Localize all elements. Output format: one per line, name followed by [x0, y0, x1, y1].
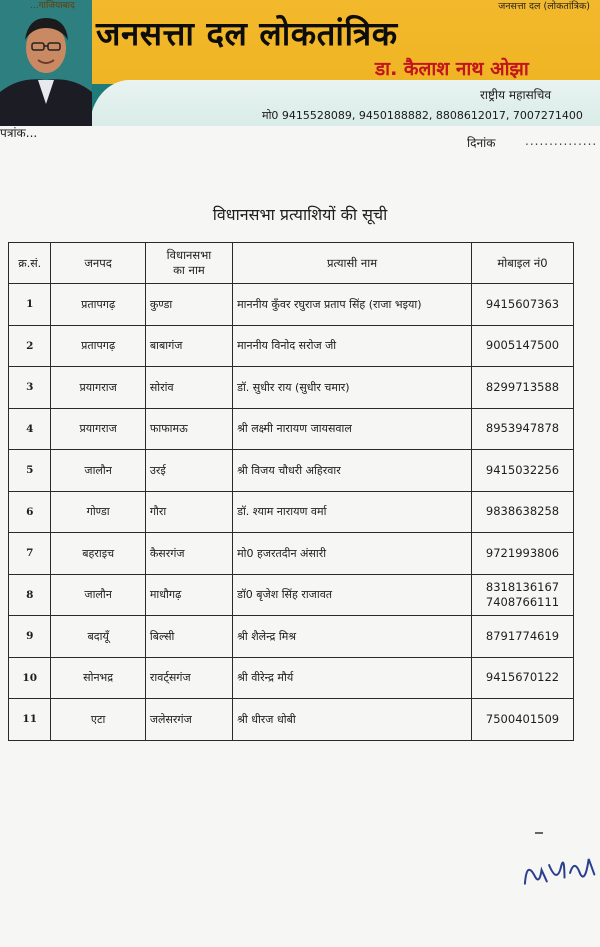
mobile-number: 9415607363: [485, 296, 560, 311]
cell-mobile: [472, 533, 574, 575]
cell-mobile: [472, 284, 574, 326]
cell-district: जालौन: [51, 450, 145, 492]
cell-serial: 9: [9, 616, 51, 658]
table-row: [9, 699, 574, 741]
table-row: [9, 491, 574, 533]
cell-district: सोनभद्र: [51, 657, 145, 699]
cell-serial: 2: [9, 325, 51, 367]
mobile-number: 8318136167: [485, 579, 560, 594]
cell-candidate: डॉ. सुधीर राय (सुधीर चमार): [233, 367, 472, 409]
header-constituency-line1: विधानसभा: [166, 248, 212, 262]
table-row: [9, 574, 574, 616]
mobile-number: 7500401509: [485, 711, 560, 726]
cell-candidate: श्री लक्ष्मी नारायण जायसवाल: [233, 408, 472, 450]
cell-district: प्रतापगढ़: [51, 325, 145, 367]
cell-candidate: मो0 हजरतदीन अंसारी: [233, 533, 472, 575]
mobile-number: 9721993806: [485, 545, 560, 560]
cell-constituency: बाबागंज: [145, 325, 232, 367]
cell-district: एटा: [51, 699, 145, 741]
date-label: दिनांक: [467, 136, 496, 150]
cell-mobile: [472, 616, 574, 658]
header-mobile: मोबाइल नं0: [472, 243, 574, 284]
mobile-number: 7408766111: [485, 594, 560, 609]
cell-constituency: रावर्ट्सगंज: [145, 657, 232, 699]
letterhead: [0, 0, 600, 126]
header-constituency: [145, 243, 232, 284]
table-body: [9, 284, 574, 741]
mobile-number: 8953947878: [485, 421, 560, 436]
cell-serial: 7: [9, 533, 51, 575]
header-district: जनपद: [51, 243, 145, 284]
cell-candidate: श्री शैलेन्द्र मिश्र: [233, 616, 472, 658]
cell-district: गोण्डा: [51, 491, 145, 533]
leader-designation: राष्ट्रीय महासचिव: [480, 88, 552, 102]
cell-mobile: [472, 699, 574, 741]
cell-serial: 5: [9, 450, 51, 492]
mobile-number: 8791774619: [485, 628, 560, 643]
handwritten-signature: [518, 846, 600, 900]
cell-constituency: माधौगढ़: [145, 574, 232, 616]
cell-serial: 3: [9, 367, 51, 409]
table-header-row: [9, 243, 574, 284]
mobile-number: 9415670122: [485, 670, 560, 685]
cell-district: प्रयागराज: [51, 408, 145, 450]
table-row: [9, 325, 574, 367]
table-row: [9, 408, 574, 450]
candidate-table: [8, 242, 574, 741]
header-constituency-line2: का नाम: [173, 263, 205, 277]
cell-district: प्रयागराज: [51, 367, 145, 409]
cell-serial: 1: [9, 284, 51, 326]
party-name: जनसत्ता दल लोकतांत्रिक: [96, 14, 398, 53]
letterhead-party-small: जनसत्ता दल (लोकतांत्रिक): [498, 1, 590, 12]
cell-serial: 8: [9, 574, 51, 616]
table-row: [9, 616, 574, 658]
cell-constituency: बिल्सी: [145, 616, 232, 658]
cell-constituency: कुण्डा: [145, 284, 232, 326]
cell-district: बहराइच: [51, 533, 145, 575]
leader-name: डा. कैलाश नाथ ओझा: [375, 58, 529, 80]
contact-phones: मो0 9415528089, 9450188882, 8808612017, 7007271400: [262, 109, 583, 122]
cell-serial: 6: [9, 491, 51, 533]
cell-constituency: गौरा: [145, 491, 232, 533]
cell-candidate: श्री धीरज धोबी: [233, 699, 472, 741]
cell-mobile: [472, 367, 574, 409]
date-blank: ...............: [525, 134, 598, 148]
cell-serial: 11: [9, 699, 51, 741]
cell-serial: 10: [9, 657, 51, 699]
cell-district: जालौन: [51, 574, 145, 616]
cell-mobile: [472, 574, 574, 616]
table-row: [9, 657, 574, 699]
cell-constituency: उरई: [145, 450, 232, 492]
table-row: [9, 284, 574, 326]
table-row: [9, 450, 574, 492]
cell-constituency: जलेसरगंज: [145, 699, 232, 741]
mobile-number: 9005147500: [485, 338, 560, 353]
table-row: [9, 367, 574, 409]
leader-portrait-image: [0, 0, 92, 126]
cell-mobile: [472, 491, 574, 533]
mobile-number: 8299713588: [485, 379, 560, 394]
header-candidate: प्रत्यासी नाम: [233, 243, 472, 284]
reference-number-label: पत्रांक...: [0, 126, 38, 140]
cell-candidate: श्री विजय चौधरी अहिरवार: [233, 450, 472, 492]
cell-mobile: [472, 325, 574, 367]
paper-mark: [535, 832, 543, 834]
cell-constituency: कैसरगंज: [145, 533, 232, 575]
cell-district: बदायूँ: [51, 616, 145, 658]
cell-serial: 4: [9, 408, 51, 450]
cell-candidate: माननीय विनोद सरोज जी: [233, 325, 472, 367]
letterhead-city-text: ...गाजियाबाद: [30, 1, 75, 11]
cell-candidate: डॉ0 बृजेश सिंह राजावत: [233, 574, 472, 616]
cell-constituency: सोरांव: [145, 367, 232, 409]
cell-candidate: श्री वीरेन्द्र मौर्य: [233, 657, 472, 699]
cell-district: प्रतापगढ़: [51, 284, 145, 326]
cell-mobile: [472, 657, 574, 699]
cell-mobile: [472, 408, 574, 450]
cell-mobile: [472, 450, 574, 492]
document-title: विधानसभा प्रत्याशियों की सूची: [212, 205, 388, 224]
table-row: [9, 533, 574, 575]
mobile-number: 9415032256: [485, 462, 560, 477]
cell-constituency: फाफामऊ: [145, 408, 232, 450]
mobile-number: 9838638258: [485, 504, 560, 519]
header-serial: क्र.सं.: [9, 243, 51, 284]
cell-candidate: माननीय कुँवर रघुराज प्रताप सिंह (राजा भइया): [233, 284, 472, 326]
cell-candidate: डॉ. श्याम नारायण वर्मा: [233, 491, 472, 533]
